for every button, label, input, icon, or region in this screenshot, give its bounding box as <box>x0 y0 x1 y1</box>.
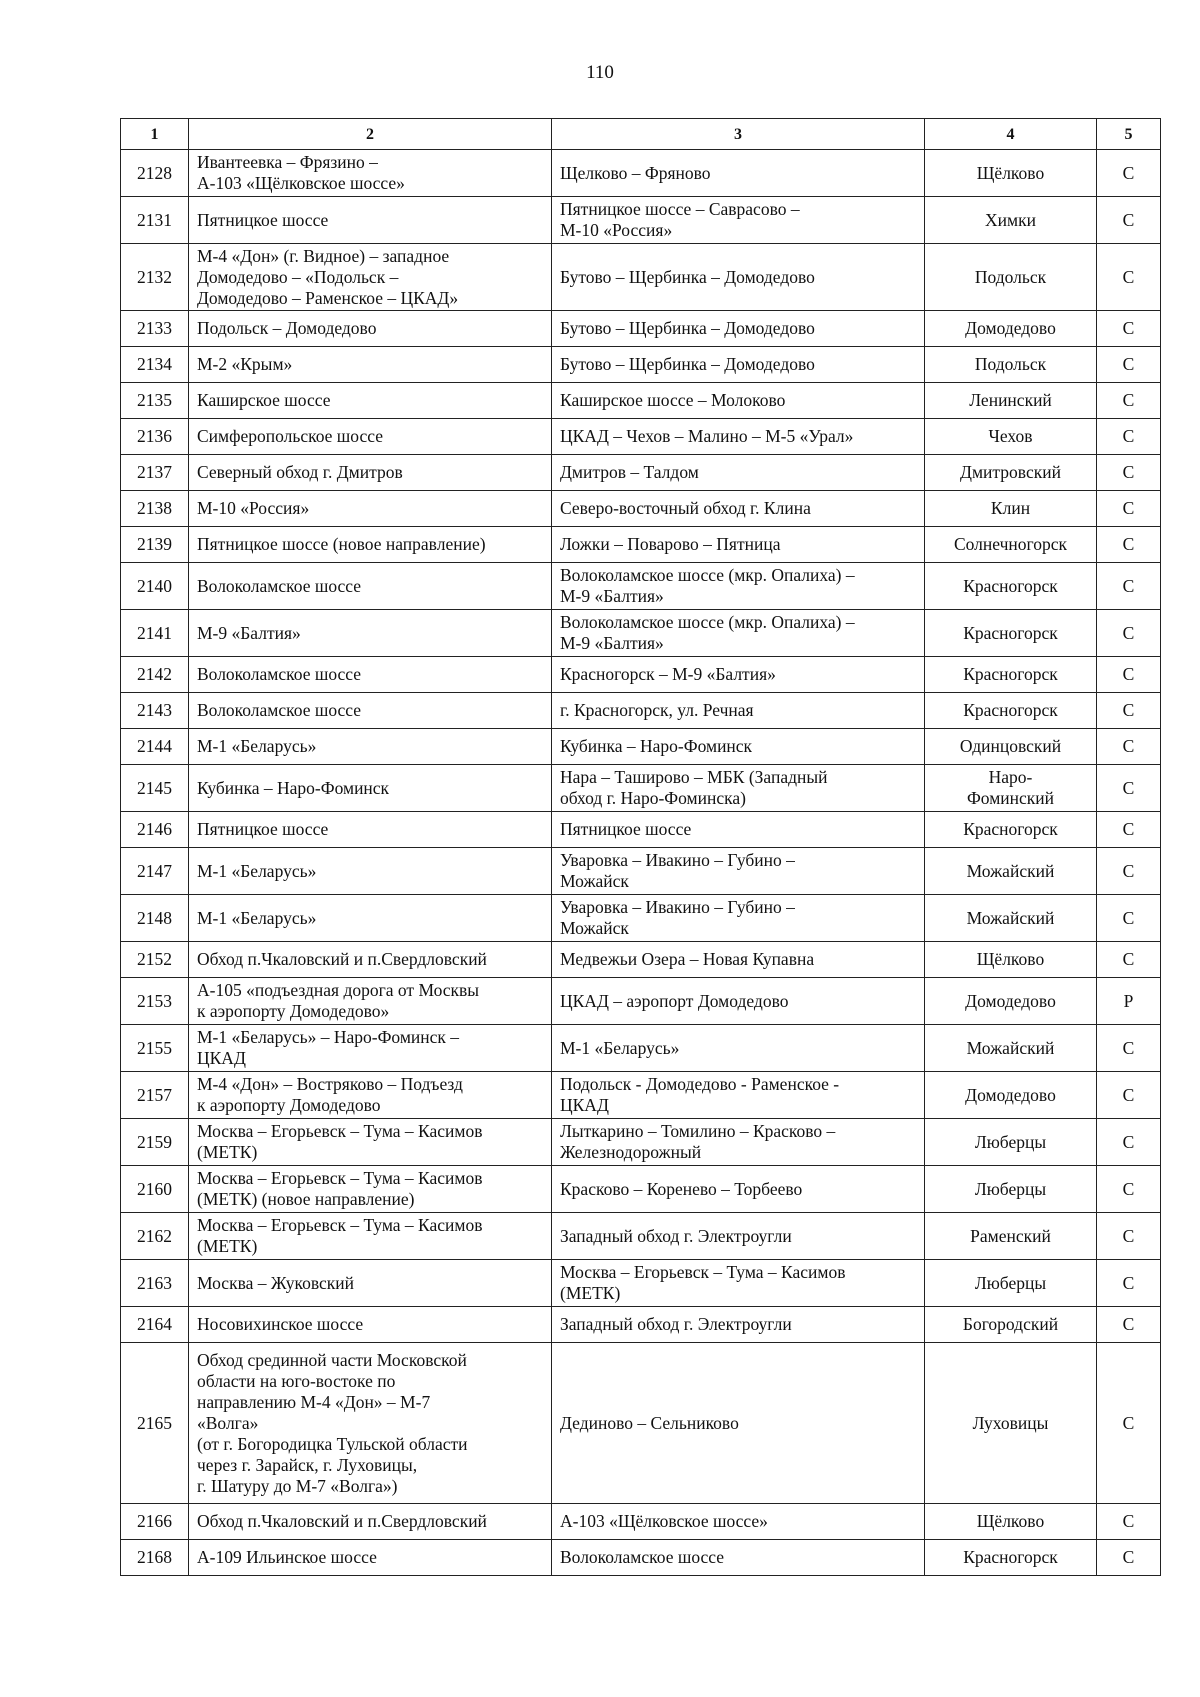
row-number-cell: 2148 <box>121 895 189 942</box>
table-row <box>121 895 1161 942</box>
status-code-cell: С <box>1097 1213 1161 1260</box>
table-row <box>121 812 1161 848</box>
row-number-cell: 2166 <box>121 1504 189 1540</box>
road-section-cell: Лыткарино – Томилино – Красково – Железнодорожный <box>552 1119 925 1166</box>
status-code-cell: С <box>1097 1343 1161 1504</box>
road-section-cell: Бутово – Щербинка – Домодедово <box>552 347 925 383</box>
status-code-cell: С <box>1097 812 1161 848</box>
district-cell: Красногорск <box>925 693 1097 729</box>
road-section-cell: Северо-восточный обход г. Клина <box>552 491 925 527</box>
status-code-cell: С <box>1097 347 1161 383</box>
district-cell: Домодедово <box>925 1072 1097 1119</box>
table-row <box>121 1540 1161 1576</box>
road-section-cell: Красково – Коренево – Торбеево <box>552 1166 925 1213</box>
district-cell: Красногорск <box>925 1540 1097 1576</box>
status-code-cell: С <box>1097 895 1161 942</box>
road-name-cell: А-105 «подъездная дорога от Москвы к аэропорту Домодедово» <box>189 978 552 1025</box>
table-row <box>121 244 1161 311</box>
table-header-row <box>121 119 1161 150</box>
status-code-cell: С <box>1097 419 1161 455</box>
table-row <box>121 657 1161 693</box>
district-cell: Дмитровский <box>925 455 1097 491</box>
header-col-2: 2 <box>189 119 552 150</box>
header-col-5: 5 <box>1097 119 1161 150</box>
table-row <box>121 1213 1161 1260</box>
road-section-cell: Уваровка – Ивакино – Губино – Можайск <box>552 848 925 895</box>
row-number-cell: 2142 <box>121 657 189 693</box>
table-row <box>121 1025 1161 1072</box>
row-number-cell: 2162 <box>121 1213 189 1260</box>
table-row <box>121 729 1161 765</box>
road-name-cell: М-4 «Дон» – Востряково – Подъезд к аэропорту Домодедово <box>189 1072 552 1119</box>
status-code-cell: С <box>1097 729 1161 765</box>
road-section-cell: Щелково – Фряново <box>552 150 925 197</box>
row-number-cell: 2131 <box>121 197 189 244</box>
road-name-cell: Каширское шоссе <box>189 383 552 419</box>
district-cell: Люберцы <box>925 1119 1097 1166</box>
district-cell: Красногорск <box>925 657 1097 693</box>
row-number-cell: 2144 <box>121 729 189 765</box>
district-cell: Щёлково <box>925 150 1097 197</box>
road-section-cell: Волоколамское шоссе (мкр. Опалиха) – М-9 «Балтия» <box>552 563 925 610</box>
table-body <box>121 150 1161 1576</box>
district-cell: Красногорск <box>925 563 1097 610</box>
road-name-cell: Пятницкое шоссе <box>189 812 552 848</box>
row-number-cell: 2145 <box>121 765 189 812</box>
district-cell: Богородский <box>925 1307 1097 1343</box>
table-row <box>121 1307 1161 1343</box>
status-code-cell: С <box>1097 610 1161 657</box>
table-row <box>121 848 1161 895</box>
district-cell: Люберцы <box>925 1260 1097 1307</box>
district-cell: Щёлково <box>925 1504 1097 1540</box>
road-name-cell: Северный обход г. Дмитров <box>189 455 552 491</box>
road-name-cell: М-1 «Беларусь» <box>189 848 552 895</box>
road-section-cell: Медвежьи Озера – Новая Купавна <box>552 942 925 978</box>
district-cell: Можайский <box>925 895 1097 942</box>
road-section-cell: Западный обход г. Электроугли <box>552 1213 925 1260</box>
road-section-cell: Волоколамское шоссе <box>552 1540 925 1576</box>
row-number-cell: 2163 <box>121 1260 189 1307</box>
status-code-cell: С <box>1097 657 1161 693</box>
status-code-cell: Р <box>1097 978 1161 1025</box>
road-section-cell: г. Красногорск, ул. Речная <box>552 693 925 729</box>
status-code-cell: С <box>1097 563 1161 610</box>
road-section-cell: Западный обход г. Электроугли <box>552 1307 925 1343</box>
row-number-cell: 2143 <box>121 693 189 729</box>
routes-table <box>120 118 1161 1576</box>
table-row <box>121 693 1161 729</box>
row-number-cell: 2152 <box>121 942 189 978</box>
header-col-3: 3 <box>552 119 925 150</box>
status-code-cell: С <box>1097 1025 1161 1072</box>
road-name-cell: М-4 «Дон» (г. Видное) – западное Домодедово – «Подольск – Домодедово – Раменское – ЦКАД» <box>189 244 552 311</box>
table-row <box>121 383 1161 419</box>
status-code-cell: С <box>1097 1307 1161 1343</box>
district-cell: Ленинский <box>925 383 1097 419</box>
road-section-cell: ЦКАД – аэропорт Домодедово <box>552 978 925 1025</box>
row-number-cell: 2147 <box>121 848 189 895</box>
row-number-cell: 2128 <box>121 150 189 197</box>
road-name-cell: Москва – Егорьевск – Тума – Касимов (МЕТК) <box>189 1119 552 1166</box>
row-number-cell: 2164 <box>121 1307 189 1343</box>
status-code-cell: С <box>1097 942 1161 978</box>
road-section-cell: Подольск - Домодедово - Раменское - ЦКАД <box>552 1072 925 1119</box>
road-name-cell: Пятницкое шоссе <box>189 197 552 244</box>
road-name-cell: Москва – Егорьевск – Тума – Касимов (МЕТК) <box>189 1213 552 1260</box>
row-number-cell: 2160 <box>121 1166 189 1213</box>
status-code-cell: С <box>1097 527 1161 563</box>
road-name-cell: Обход срединной части Московской области на юго-востоке по направлению М-4 «Дон» – М-7 «Волга» (от г. Богородицка Тульской области через г. Зарайск, г. Луховицы, г. Шатуру до М-7 «Волга») <box>189 1343 552 1504</box>
road-name-cell: М-1 «Беларусь» <box>189 729 552 765</box>
status-code-cell: С <box>1097 765 1161 812</box>
road-name-cell: Волоколамское шоссе <box>189 693 552 729</box>
road-name-cell: Москва – Егорьевск – Тума – Касимов (МЕТК) (новое направление) <box>189 1166 552 1213</box>
road-section-cell: Москва – Егорьевск – Тума – Касимов (МЕТК) <box>552 1260 925 1307</box>
district-cell: Наро- Фоминский <box>925 765 1097 812</box>
district-cell: Клин <box>925 491 1097 527</box>
table-row <box>121 765 1161 812</box>
row-number-cell: 2153 <box>121 978 189 1025</box>
road-name-cell: Кубинка – Наро-Фоминск <box>189 765 552 812</box>
road-section-cell: Красногорск – М-9 «Балтия» <box>552 657 925 693</box>
district-cell: Химки <box>925 197 1097 244</box>
district-cell: Красногорск <box>925 610 1097 657</box>
status-code-cell: С <box>1097 1540 1161 1576</box>
status-code-cell: С <box>1097 383 1161 419</box>
road-name-cell: Симферопольское шоссе <box>189 419 552 455</box>
road-section-cell: Нара – Таширово – МБК (Западный обход г. Наро-Фоминска) <box>552 765 925 812</box>
row-number-cell: 2133 <box>121 311 189 347</box>
table-row <box>121 197 1161 244</box>
page-number: 110 <box>586 62 614 83</box>
header-col-4: 4 <box>925 119 1097 150</box>
road-section-cell: ЦКАД – Чехов – Малино – М-5 «Урал» <box>552 419 925 455</box>
row-number-cell: 2134 <box>121 347 189 383</box>
table-row <box>121 419 1161 455</box>
status-code-cell: С <box>1097 491 1161 527</box>
road-name-cell: М-10 «Россия» <box>189 491 552 527</box>
road-section-cell: Уваровка – Ивакино – Губино – Можайск <box>552 895 925 942</box>
table-row <box>121 527 1161 563</box>
table-row <box>121 311 1161 347</box>
road-name-cell: Обход п.Чкаловский и п.Свердловский <box>189 942 552 978</box>
table-row <box>121 978 1161 1025</box>
row-number-cell: 2140 <box>121 563 189 610</box>
status-code-cell: С <box>1097 848 1161 895</box>
status-code-cell: С <box>1097 197 1161 244</box>
table-row <box>121 1119 1161 1166</box>
row-number-cell: 2138 <box>121 491 189 527</box>
table-row <box>121 563 1161 610</box>
road-section-cell: Пятницкое шоссе – Саврасово – М-10 «Россия» <box>552 197 925 244</box>
road-name-cell: М-9 «Балтия» <box>189 610 552 657</box>
road-name-cell: А-109 Ильинское шоссе <box>189 1540 552 1576</box>
district-cell: Подольск <box>925 347 1097 383</box>
table-row <box>121 610 1161 657</box>
district-cell: Люберцы <box>925 1166 1097 1213</box>
road-section-cell: Бутово – Щербинка – Домодедово <box>552 244 925 311</box>
row-number-cell: 2155 <box>121 1025 189 1072</box>
district-cell: Можайский <box>925 848 1097 895</box>
road-name-cell: М-1 «Беларусь» – Наро-Фоминск – ЦКАД <box>189 1025 552 1072</box>
status-code-cell: С <box>1097 244 1161 311</box>
table-row <box>121 347 1161 383</box>
district-cell: Одинцовский <box>925 729 1097 765</box>
status-code-cell: С <box>1097 1504 1161 1540</box>
status-code-cell: С <box>1097 455 1161 491</box>
road-name-cell: Обход п.Чкаловский и п.Свердловский <box>189 1504 552 1540</box>
table-row <box>121 1343 1161 1504</box>
district-cell: Луховицы <box>925 1343 1097 1504</box>
status-code-cell: С <box>1097 1166 1161 1213</box>
district-cell: Домодедово <box>925 311 1097 347</box>
row-number-cell: 2135 <box>121 383 189 419</box>
road-section-cell: Дмитров – Талдом <box>552 455 925 491</box>
status-code-cell: С <box>1097 1260 1161 1307</box>
row-number-cell: 2157 <box>121 1072 189 1119</box>
header-col-1: 1 <box>121 119 189 150</box>
road-section-cell: Пятницкое шоссе <box>552 812 925 848</box>
road-name-cell: Пятницкое шоссе (новое направление) <box>189 527 552 563</box>
road-name-cell: Носовихинское шоссе <box>189 1307 552 1343</box>
table-row <box>121 491 1161 527</box>
row-number-cell: 2137 <box>121 455 189 491</box>
road-section-cell: Ложки – Поварово – Пятница <box>552 527 925 563</box>
status-code-cell: С <box>1097 1119 1161 1166</box>
road-section-cell: М-1 «Беларусь» <box>552 1025 925 1072</box>
road-section-cell: Каширское шоссе – Молоково <box>552 383 925 419</box>
table-row <box>121 1166 1161 1213</box>
table-row <box>121 1260 1161 1307</box>
road-section-cell: Дединово – Сельниково <box>552 1343 925 1504</box>
row-number-cell: 2141 <box>121 610 189 657</box>
table-row <box>121 942 1161 978</box>
road-name-cell: М-1 «Беларусь» <box>189 895 552 942</box>
row-number-cell: 2132 <box>121 244 189 311</box>
table-row <box>121 1072 1161 1119</box>
row-number-cell: 2136 <box>121 419 189 455</box>
district-cell: Подольск <box>925 244 1097 311</box>
table-row <box>121 150 1161 197</box>
row-number-cell: 2146 <box>121 812 189 848</box>
district-cell: Раменский <box>925 1213 1097 1260</box>
row-number-cell: 2168 <box>121 1540 189 1576</box>
row-number-cell: 2139 <box>121 527 189 563</box>
road-name-cell: Ивантеевка – Фрязино – А-103 «Щёлковское шоссе» <box>189 150 552 197</box>
district-cell: Домодедово <box>925 978 1097 1025</box>
district-cell: Чехов <box>925 419 1097 455</box>
district-cell: Можайский <box>925 1025 1097 1072</box>
road-name-cell: Волоколамское шоссе <box>189 657 552 693</box>
status-code-cell: С <box>1097 150 1161 197</box>
road-name-cell: Москва – Жуковский <box>189 1260 552 1307</box>
road-section-cell: Волоколамское шоссе (мкр. Опалиха) – М-9 «Балтия» <box>552 610 925 657</box>
district-cell: Солнечногорск <box>925 527 1097 563</box>
table-row <box>121 455 1161 491</box>
road-section-cell: А-103 «Щёлковское шоссе» <box>552 1504 925 1540</box>
row-number-cell: 2165 <box>121 1343 189 1504</box>
road-section-cell: Кубинка – Наро-Фоминск <box>552 729 925 765</box>
district-cell: Щёлково <box>925 942 1097 978</box>
road-section-cell: Бутово – Щербинка – Домодедово <box>552 311 925 347</box>
road-name-cell: Волоколамское шоссе <box>189 563 552 610</box>
road-name-cell: Подольск – Домодедово <box>189 311 552 347</box>
status-code-cell: С <box>1097 1072 1161 1119</box>
row-number-cell: 2159 <box>121 1119 189 1166</box>
district-cell: Красногорск <box>925 812 1097 848</box>
status-code-cell: С <box>1097 311 1161 347</box>
road-name-cell: М-2 «Крым» <box>189 347 552 383</box>
status-code-cell: С <box>1097 693 1161 729</box>
table-row <box>121 1504 1161 1540</box>
